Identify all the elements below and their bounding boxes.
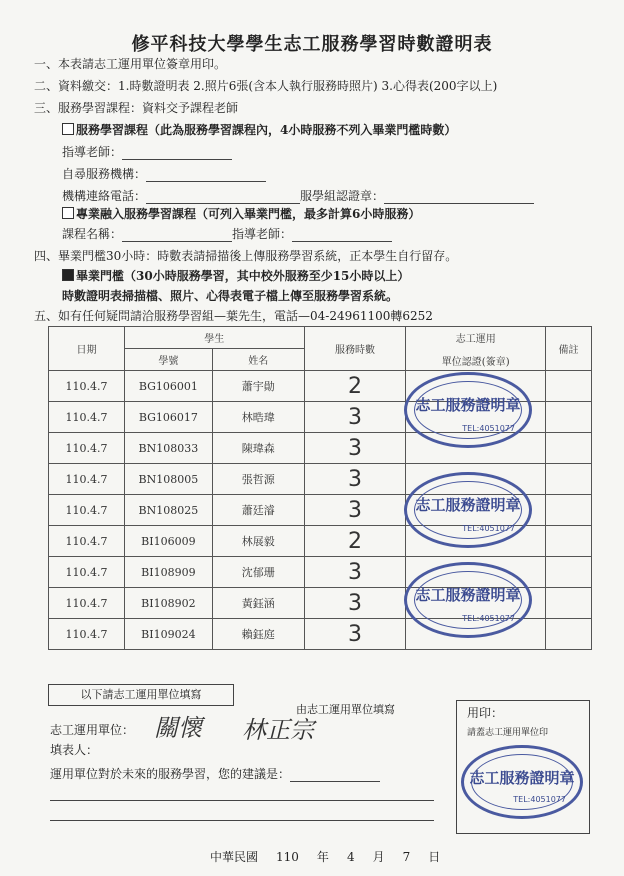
remarks-cell bbox=[546, 557, 592, 588]
instruction-3: 三、服務學習課程：資料交予課程老師 bbox=[34, 101, 239, 115]
header-date: 日期 bbox=[49, 327, 125, 371]
instruction-2: 二、資料繳交：1.時數證明表 2.照片6張(含本人執行服務時照片) 3.心得表(200字以上) bbox=[34, 79, 498, 93]
filler-signature: 林正宗 bbox=[242, 716, 314, 744]
upload-note: 時數證明表掃描檔、照片、心得表電子檔上傳至服務學習系統。 bbox=[62, 289, 399, 303]
instruction-1: 一、本表請志工運用單位簽章用印。 bbox=[34, 57, 227, 71]
fill-box bbox=[48, 684, 234, 706]
course2-checkbox[interactable] bbox=[62, 207, 74, 219]
name-cell: 蕭廷濬 bbox=[212, 495, 304, 526]
seal-box bbox=[456, 700, 590, 834]
threshold-label: 畢業門檻（30小時服務學習，其中校外服務至少15小時以上） bbox=[76, 269, 410, 283]
org-label: 自尋服務機構： bbox=[62, 167, 147, 181]
service-stamp bbox=[461, 745, 583, 819]
hours-cell: 3 bbox=[304, 588, 406, 619]
course-name-row bbox=[62, 226, 392, 242]
student-id-cell: BI106009 bbox=[124, 526, 212, 557]
name-cell: 蕭宇勛 bbox=[212, 371, 304, 402]
service-stamp bbox=[404, 372, 532, 448]
org-row bbox=[62, 166, 266, 182]
instruction-4: 四、畢業門檻30小時：時數表請掃描後上傳服務學習系統，正本學生自行留存。 bbox=[34, 249, 458, 263]
hours-cell: 2 bbox=[304, 526, 406, 557]
suggestion-row bbox=[50, 766, 380, 782]
teacher-field[interactable] bbox=[122, 147, 232, 160]
name-cell: 林展毅 bbox=[212, 526, 304, 557]
header-hours: 服務時數 bbox=[304, 327, 406, 371]
service-stamp bbox=[404, 472, 532, 548]
course1-checkbox[interactable] bbox=[62, 123, 74, 135]
header-student-id: 學號 bbox=[124, 349, 212, 371]
remarks-cell bbox=[546, 495, 592, 526]
course2-option bbox=[62, 206, 420, 222]
name-cell: 陳瑋森 bbox=[212, 433, 304, 464]
header-unit-title: 志工運用 bbox=[455, 333, 496, 345]
suggestion-line[interactable] bbox=[50, 800, 434, 801]
footer-date bbox=[210, 848, 458, 865]
stamp-tel: TEL:4051077 bbox=[462, 424, 515, 433]
name-cell: 賴鈺庭 bbox=[212, 619, 304, 650]
remarks-cell bbox=[546, 402, 592, 433]
course-name-field[interactable] bbox=[122, 229, 232, 242]
service-stamp bbox=[404, 562, 532, 638]
suggestion-label: 運用單位對於未來的服務學習，您的建議是： bbox=[50, 767, 291, 781]
date-cell: 110.4.7 bbox=[49, 371, 125, 402]
teacher-row bbox=[62, 144, 232, 160]
suggestion-line[interactable] bbox=[50, 820, 434, 821]
remarks-cell bbox=[546, 526, 592, 557]
stamp-text: 志工服務證明章 bbox=[415, 586, 521, 604]
footer-year-unit: 年 bbox=[316, 850, 329, 864]
name-cell: 張哲源 bbox=[212, 464, 304, 495]
phone-field[interactable] bbox=[146, 191, 300, 204]
student-id-cell: BI108909 bbox=[124, 557, 212, 588]
course-name-label: 課程名稱： bbox=[62, 227, 123, 241]
name-cell: 黃鈺涵 bbox=[212, 588, 304, 619]
seal-note: 請蓋志工運用單位印 bbox=[467, 728, 549, 738]
phone-label: 機構連絡電話： bbox=[62, 189, 147, 203]
date-cell: 110.4.7 bbox=[49, 557, 125, 588]
section-seal-field[interactable] bbox=[384, 191, 534, 204]
date-cell: 110.4.7 bbox=[49, 433, 125, 464]
date-cell: 110.4.7 bbox=[49, 402, 125, 433]
student-id-cell: BG106017 bbox=[124, 402, 212, 433]
header-student: 學生 bbox=[124, 327, 304, 349]
name-cell: 沈郁珊 bbox=[212, 557, 304, 588]
org-field[interactable] bbox=[146, 169, 266, 182]
unit-label: 志工運用單位： bbox=[50, 723, 135, 737]
filler-label: 填表人： bbox=[50, 743, 99, 757]
teacher2-field[interactable] bbox=[292, 229, 392, 242]
footer-month: 4 bbox=[346, 850, 355, 864]
footer-year: 110 bbox=[276, 850, 299, 864]
threshold-option bbox=[62, 268, 409, 284]
teacher2-label: 指導老師： bbox=[232, 227, 293, 241]
remarks-cell bbox=[546, 588, 592, 619]
footer-era: 中華民國 bbox=[210, 850, 259, 864]
unit-signature: 關懷 bbox=[154, 714, 202, 742]
teacher-label: 指導老師： bbox=[62, 145, 123, 159]
date-cell: 110.4.7 bbox=[49, 588, 125, 619]
student-id-cell: BN108005 bbox=[124, 464, 212, 495]
hours-cell: 3 bbox=[304, 433, 406, 464]
date-cell: 110.4.7 bbox=[49, 495, 125, 526]
course1-label: 服務學習課程（此為服務學習課程內，4小時服務不列入畢業門檻時數） bbox=[76, 123, 457, 137]
hours-cell: 3 bbox=[304, 557, 406, 588]
course1-option bbox=[62, 122, 456, 138]
footer-day: 7 bbox=[402, 850, 411, 864]
threshold-checkbox[interactable] bbox=[62, 269, 74, 281]
stamp-tel: TEL:4051077 bbox=[462, 524, 515, 533]
hours-cell: 3 bbox=[304, 619, 406, 650]
fill-by-unit: 由志工運用單位填寫 bbox=[296, 703, 395, 716]
remarks-cell bbox=[546, 433, 592, 464]
name-cell: 林晧瑋 bbox=[212, 402, 304, 433]
stamp-tel: TEL:4051077 bbox=[513, 795, 566, 804]
header-remarks: 備註 bbox=[546, 327, 592, 371]
footer-month-unit: 月 bbox=[372, 850, 385, 864]
hours-cell: 3 bbox=[304, 464, 406, 495]
seal-label: 用印： bbox=[467, 706, 504, 720]
remarks-cell bbox=[546, 371, 592, 402]
section-seal-label: 服學組認證章： bbox=[300, 189, 385, 203]
student-id-cell: BI109024 bbox=[124, 619, 212, 650]
phone-row bbox=[62, 188, 534, 204]
stamp-text: 志工服務證明章 bbox=[415, 396, 521, 414]
stamp-tel: TEL:4051077 bbox=[462, 614, 515, 623]
suggestion-field[interactable] bbox=[290, 769, 380, 782]
student-id-cell: BG106001 bbox=[124, 371, 212, 402]
page-title: 修平科技大學學生志工服務學習時數證明表 bbox=[131, 34, 493, 55]
header-unit-sub: 單位認證(簽章) bbox=[441, 356, 510, 368]
student-id-cell: BI108902 bbox=[124, 588, 212, 619]
stamp-text: 志工服務證明章 bbox=[415, 496, 521, 514]
header-unit bbox=[406, 327, 546, 371]
remarks-cell bbox=[546, 619, 592, 650]
stamp-text: 志工服務證明章 bbox=[469, 769, 575, 787]
footer-day-unit: 日 bbox=[428, 850, 441, 864]
date-cell: 110.4.7 bbox=[49, 526, 125, 557]
student-id-cell: BN108025 bbox=[124, 495, 212, 526]
course2-label: 專業融入服務學習課程（可列入畢業門檻，最多計算6小時服務） bbox=[76, 207, 421, 221]
hours-cell: 3 bbox=[304, 402, 406, 433]
remarks-cell bbox=[546, 464, 592, 495]
date-cell: 110.4.7 bbox=[49, 619, 125, 650]
student-id-cell: BN108033 bbox=[124, 433, 212, 464]
hours-cell: 3 bbox=[304, 495, 406, 526]
date-cell: 110.4.7 bbox=[49, 464, 125, 495]
instruction-5: 五、如有任何疑問請洽服務學習組—葉先生，電話—04-24961100轉6252 bbox=[34, 309, 433, 323]
header-name: 姓名 bbox=[212, 349, 304, 371]
fill-box-label: 以下請志工運用單位填寫 bbox=[80, 688, 202, 701]
hours-cell: 2 bbox=[304, 371, 406, 402]
